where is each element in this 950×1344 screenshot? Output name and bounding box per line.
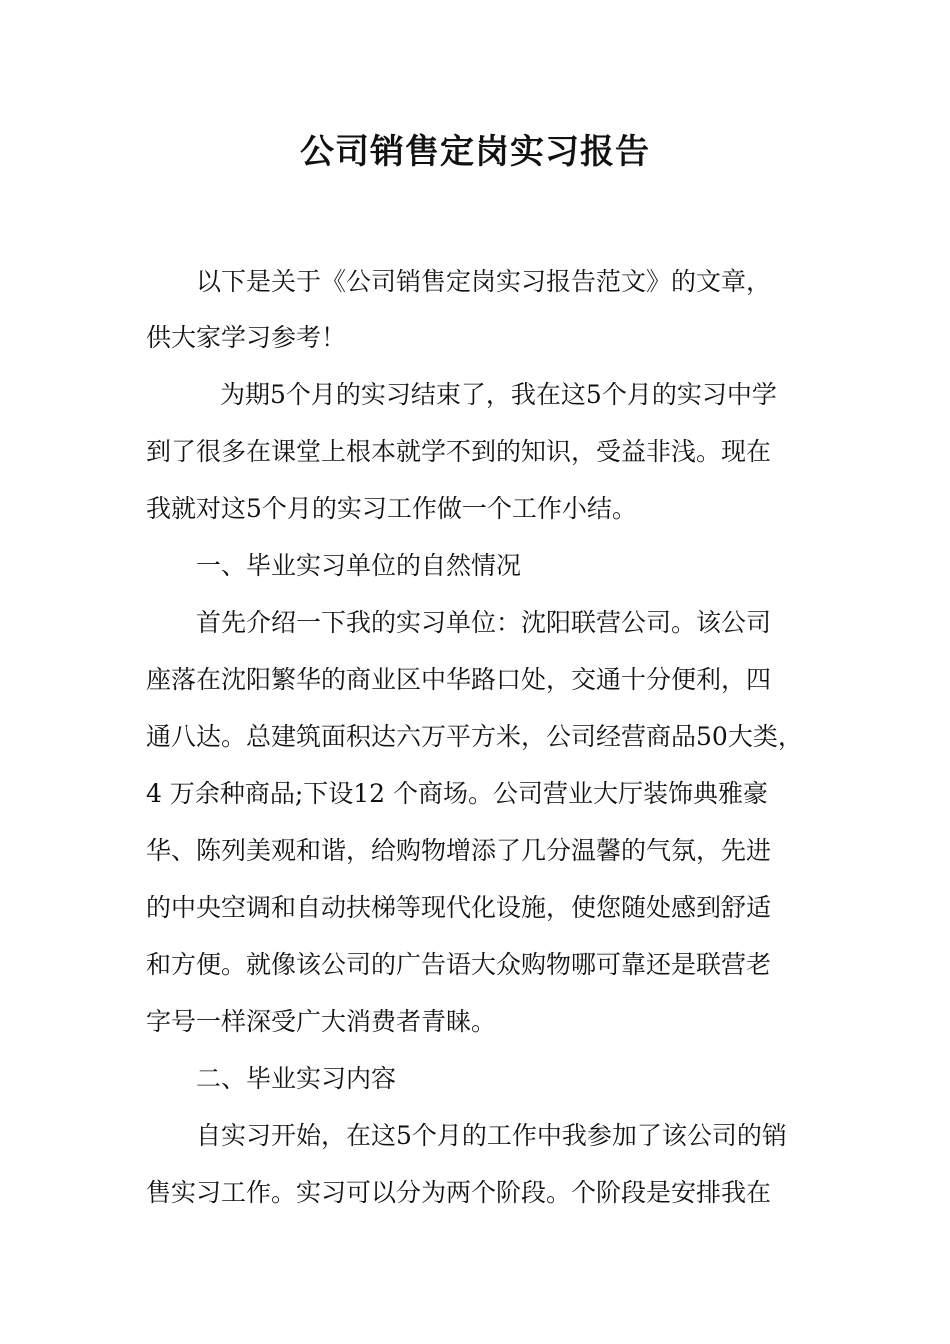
paragraph-line: 首先介绍一下我的实习单位：沈阳联营公司。该公司 — [196, 608, 772, 637]
paragraph-line: 我就对这5个月的实习工作做一个工作小结。 — [146, 494, 637, 523]
paragraph-line: 以下是关于《公司销售定岗实习报告范文》的文章， — [196, 267, 772, 296]
paragraph-line: 华、陈列美观和谐，给购物增添了几分温馨的气氛，先进 — [146, 836, 772, 865]
paragraph-line: 通八达。总建筑面积达六万平方米，公司经营商品50大类， — [146, 722, 803, 751]
paragraph-line: 字号一样深受广大消费者青睐。 — [146, 1007, 497, 1036]
section-heading-1: 一、毕业实习单位的自然情况 — [196, 551, 522, 580]
paragraph-line: 为期5个月的实习结束了，我在这5个月的实习中学 — [220, 380, 777, 409]
paragraph-line: 自实习开始，在这5个月的工作中我参加了该公司的销 — [196, 1121, 787, 1150]
paragraph-line: 供大家学习参考！ — [146, 323, 347, 352]
document-title: 公司销售定岗实习报告 — [300, 132, 650, 172]
paragraph-line: 和方便。就像该公司的广告语大众购物哪可靠还是联营老 — [146, 950, 772, 979]
paragraph-line: 到了很多在课堂上根本就学不到的知识，受益非浅。现在 — [146, 437, 772, 466]
paragraph-line: 售实习工作。实习可以分为两个阶段。个阶段是安排我在 — [146, 1178, 772, 1207]
paragraph-line: 4 万余种商品;下设12 个商场。公司营业大厅装饰典雅豪 — [146, 779, 769, 808]
paragraph-line: 座落在沈阳繁华的商业区中华路口处，交通十分便利，四 — [146, 665, 772, 694]
paragraph-line: 的中央空调和自动扶梯等现代化设施，使您随处感到舒适 — [146, 893, 772, 922]
section-heading-2: 二、毕业实习内容 — [196, 1064, 397, 1093]
